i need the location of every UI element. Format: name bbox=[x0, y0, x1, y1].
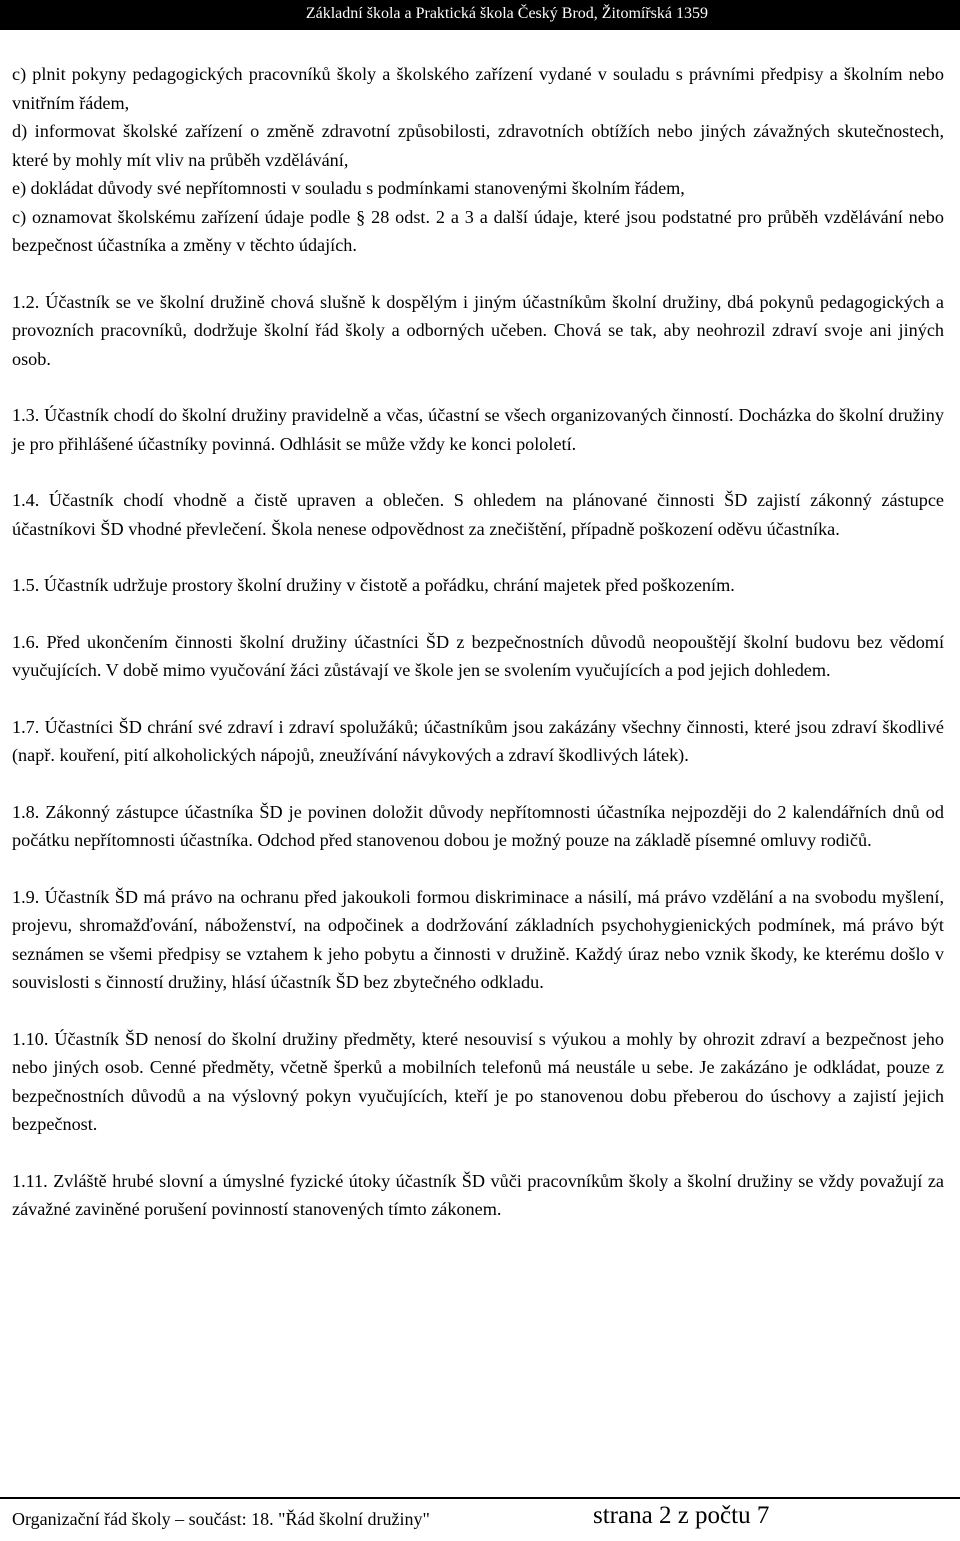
paragraph-1-2: 1.2. Účastník se ve školní družině chová slušně k dospělým i jiným účastníkům školní družiny, dbá pokynů pedagogických a provozních pracovníků, dodržuje školní řád školy a odborných učeben. Chová se tak, aby neohrozil zdraví svoje ani jiných osob. bbox=[12, 291, 944, 369]
paragraph-1-3: 1.3. Účastník chodí do školní družiny pravidelně a včas, účastní se všech organizovaných činností. Docházka do školní družiny je pro přihlášené účastníky povinná. Odhlásit se může vždy ke konci pololetí. bbox=[12, 405, 944, 454]
footer-divider bbox=[0, 1497, 960, 1499]
list-item: c) plnit pokyny pedagogických pracovníků školy a školského zařízení vydané v souladu s právními předpisy a školním nebo vnitřním řádem, bbox=[12, 64, 944, 113]
document-body bbox=[12, 60, 944, 1224]
paragraph-1-10: 1.10. Účastník ŠD nenosí do školní družiny předměty, které nesouvisí s výukou a mohly by ohrozit zdraví a bezpečnost jeho nebo jiných osob. Cenné předměty, včetně šperků a mobilních telefonů má neustále u sebe. Je zakázáno je odkládat, pouze z bezpečnostních důvodů a na výslovný pokyn vyučujících, kteří je po stanovenou dobu přeberou do úschovy a zajistí jejich bezpečnost. bbox=[12, 1028, 944, 1134]
paragraph-1-11: 1.11. Zvláště hrubé slovní a úmyslné fyzické útoky účastník ŠD vůči pracovníkům školy a školní družiny se vždy považují za závažné zaviněné porušení povinností stanovených tímto zákonem. bbox=[12, 1170, 944, 1219]
footer-page-number: strana 2 z počtu 7 bbox=[593, 1502, 770, 1529]
paragraph-1-5: 1.5. Účastník udržuje prostory školní družiny v čistotě a pořádku, chrání majetek před poškozením. bbox=[12, 575, 735, 595]
list-item: d) informovat školské zařízení o změně zdravotní způsobilosti, zdravotních obtížích nebo jiných závažných skutečnostech, které by mohly mít vliv na průběh vzdělávání, bbox=[12, 121, 944, 170]
list-item: e) dokládat důvody své nepřítomnosti v souladu s podmínkami stanovenými školním řádem, bbox=[12, 178, 685, 198]
page-header-title: Základní škola a Praktická škola Český Brod, Žitomířská 1359 bbox=[305, 5, 708, 22]
paragraph-1-4: 1.4. Účastník chodí vhodně a čistě upraven a oblečen. S ohledem na plánované činnosti ŠD zajistí zákonný zástupce účastníkovi ŠD vhodné převlečení. Škola nenese odpovědnost za znečištění, případně poškození oděvu účastníka. bbox=[12, 490, 944, 539]
paragraph-1-6: 1.6. Před ukončením činnosti školní družiny účastníci ŠD z bezpečnostních důvodů neopouštějí školní budovu bez vědomí vyučujících. V době mimo vyučování žáci zůstávají ve škole jen se svolením vyučujících a pod jejich dohledem. bbox=[12, 631, 944, 680]
page-header-bar bbox=[0, 0, 960, 30]
paragraph-1-8: 1.8. Zákonný zástupce účastníka ŠD je povinen doložit důvody nepřítomnosti účastníka nejpozději do 2 kalendářních dnů od počátku nepřítomnosti účastníka. Odchod před stanovenou dobou je možný pouze na základě písemné omluvy rodičů. bbox=[12, 801, 944, 850]
paragraph-1-9: 1.9. Účastník ŠD má právo na ochranu před jakoukoli formou diskriminace a násilí, má právo vzdělání a na svobodu myšlení, projevu, shromažďování, náboženství, na odpočinek a dodržování základních psychohygienických podmínek, má právo být seznámen se všemi předpisy se vztahem k jeho pobytu a činnosti v družině. Každý úraz nebo vznik škody, ke kterému došlo v souvislosti s činností družiny, hlásí účastník ŠD bez zbytečného odkladu. bbox=[12, 886, 944, 992]
list-item: c) oznamovat školskému zařízení údaje podle § 28 odst. 2 a 3 a další údaje, které jsou podstatné pro průběh vzdělávání nebo bezpečnost účastníka a změny v těchto údajích. bbox=[12, 206, 944, 255]
intro-list bbox=[12, 60, 944, 260]
paragraph-1-7: 1.7. Účastníci ŠD chrání své zdraví i zdraví spolužáků; účastníkům jsou zakázány všechny činnosti, které jsou zdraví škodlivé (např. kouření, pití alkoholických nápojů, zneužívání návykových a zdraví škodlivých látek). bbox=[12, 716, 944, 765]
footer-document-name: Organizační řád školy – součást: 18. "Řád školní družiny" bbox=[12, 1509, 430, 1529]
